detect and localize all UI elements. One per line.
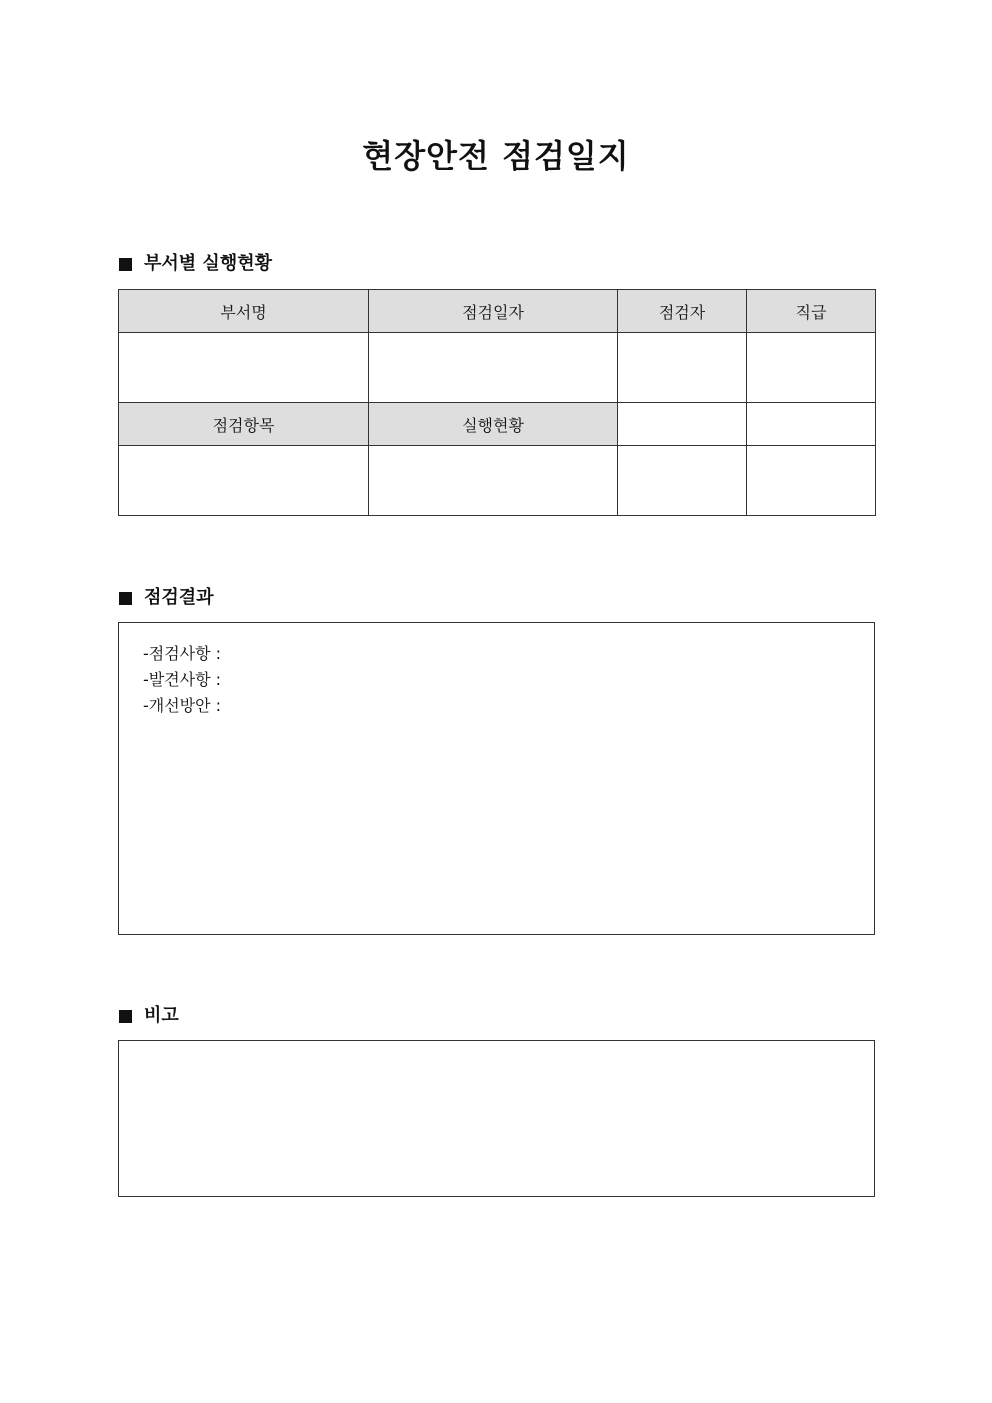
header-execution-status: 실행현황 — [369, 403, 618, 446]
cell-department-name[interactable] — [119, 333, 369, 403]
section-heading-label: 비고 — [144, 1005, 179, 1026]
cell-inspection-date[interactable] — [369, 333, 618, 403]
section-heading-inspection-result — [119, 585, 214, 611]
result-line-findings: -발견사항 : — [143, 670, 222, 689]
cell-blank[interactable] — [747, 446, 876, 516]
table-header-row — [119, 403, 876, 446]
inspection-result-box[interactable] — [118, 622, 875, 935]
square-bullet-icon — [119, 258, 132, 271]
remarks-box[interactable] — [118, 1040, 875, 1197]
section-heading-label: 부서별 실행현황 — [144, 253, 272, 274]
table-row — [119, 446, 876, 516]
header-position: 직급 — [747, 290, 876, 333]
result-line-inspection-items: -점검사항 : — [143, 644, 222, 663]
header-inspection-item: 점검항목 — [119, 403, 369, 446]
section-heading-remarks — [119, 1003, 179, 1029]
cell-blank[interactable] — [618, 403, 747, 446]
table-header-row — [119, 290, 876, 333]
cell-inspector[interactable] — [618, 333, 747, 403]
header-inspector: 점검자 — [618, 290, 747, 333]
square-bullet-icon — [119, 592, 132, 605]
cell-position[interactable] — [747, 333, 876, 403]
department-status-table — [118, 289, 876, 516]
inspection-result-lines — [143, 641, 221, 719]
cell-blank[interactable] — [618, 446, 747, 516]
header-department-name: 부서명 — [119, 290, 369, 333]
cell-inspection-item[interactable] — [119, 446, 369, 516]
table-row — [119, 333, 876, 403]
square-bullet-icon — [119, 1010, 132, 1023]
section-heading-department-status — [119, 251, 272, 277]
cell-blank[interactable] — [747, 403, 876, 446]
cell-execution-status[interactable] — [369, 446, 618, 516]
result-line-improvement-plan: -개선방안 : — [143, 696, 222, 715]
section-heading-label: 점검결과 — [144, 587, 214, 608]
header-inspection-date: 점검일자 — [369, 290, 618, 333]
page-title: 현장안전 점검일지 — [362, 137, 630, 175]
